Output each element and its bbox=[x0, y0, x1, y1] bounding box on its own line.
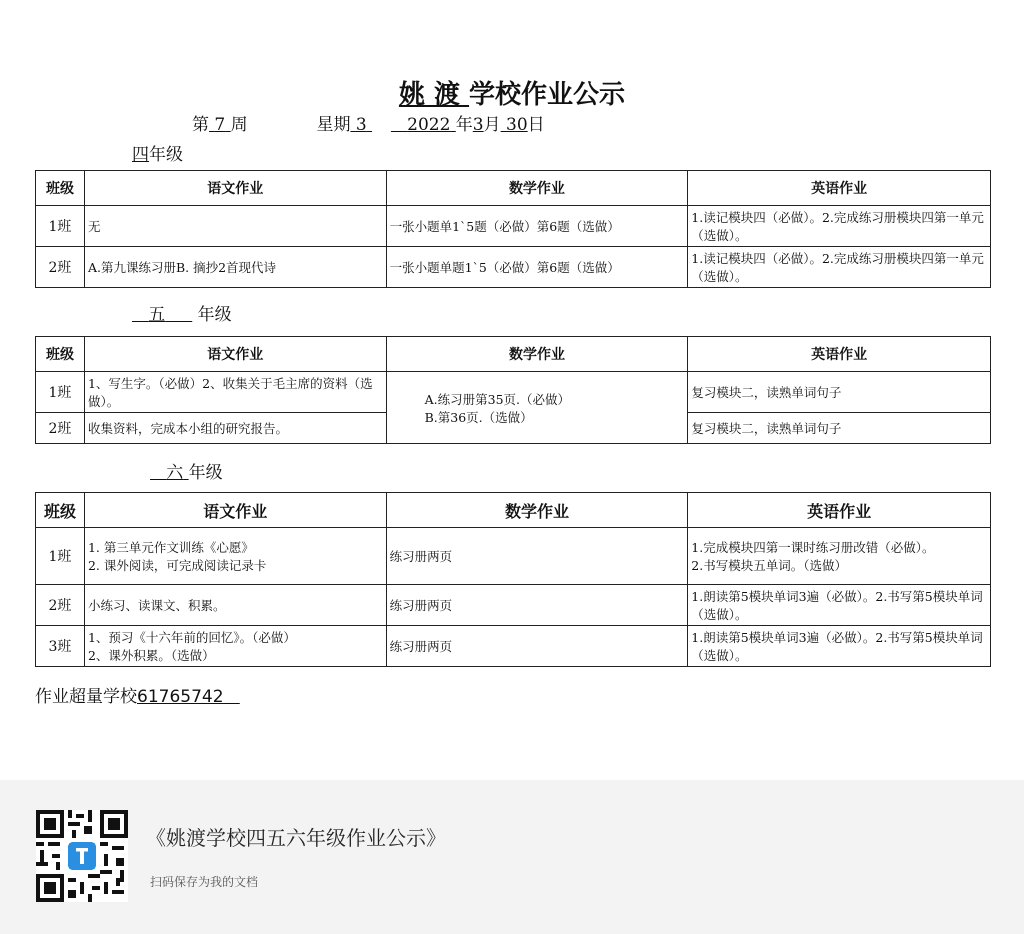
class-cell: 1班 bbox=[36, 528, 85, 585]
month-suffix: 月 bbox=[483, 115, 501, 135]
col-math: 数学作业 bbox=[386, 493, 688, 528]
english-cell: 复习模块二，读熟单词句子 bbox=[688, 413, 991, 444]
col-chinese: 语文作业 bbox=[84, 171, 386, 206]
chinese-cell: 1、写生字。（必做）2、收集关于毛主席的资料（选做）。 bbox=[84, 372, 386, 413]
date-suffix: 日 bbox=[527, 115, 545, 135]
math-cell: 练习册两页 bbox=[386, 528, 688, 585]
grade5-table bbox=[35, 336, 991, 444]
chinese-cell: A.第九课练习册B. 摘抄2首现代诗 bbox=[84, 247, 386, 288]
math-cell-shared bbox=[386, 372, 688, 444]
table-row bbox=[36, 247, 991, 288]
chinese-line: 1、预习《十六年前的回忆》。（必做） bbox=[87, 630, 296, 645]
col-chinese: 语文作业 bbox=[84, 493, 386, 528]
school-name: 姚 渡 bbox=[398, 80, 470, 110]
class-cell: 2班 bbox=[36, 585, 85, 626]
math-cell: 练习册两页 bbox=[386, 626, 688, 667]
weekday-prefix: 星期 bbox=[316, 115, 351, 135]
month-value: 3 bbox=[472, 115, 484, 135]
col-english: 英语作业 bbox=[688, 493, 991, 528]
english-cell: 1.读记模块四（必做）。2.完成练习册模块四第一单元（选做）。 bbox=[688, 206, 991, 247]
table-row bbox=[36, 372, 991, 413]
col-math: 数学作业 bbox=[386, 171, 688, 206]
chinese-cell: 小练习、读课文、积累。 bbox=[84, 585, 386, 626]
chinese-cell: 收集资料，完成本小组的研究报告。 bbox=[84, 413, 386, 444]
math-cell: 练习册两页 bbox=[386, 585, 688, 626]
table-row bbox=[36, 626, 991, 667]
year-value: 2022 bbox=[407, 115, 451, 135]
col-english: 英语作业 bbox=[688, 337, 991, 372]
english-line: 1.完成模块四第一课时练习册改错（必做）。 bbox=[691, 540, 935, 555]
class-cell: 3班 bbox=[36, 626, 85, 667]
overload-note bbox=[35, 682, 240, 707]
grade5-name: 五 bbox=[148, 305, 166, 325]
grade4-suffix: 年级 bbox=[149, 145, 183, 165]
date-line bbox=[192, 110, 545, 135]
chinese-line: 1. 第三单元作文训练《心愿》 bbox=[87, 540, 254, 555]
page-title bbox=[0, 74, 1024, 111]
class-cell: 2班 bbox=[36, 247, 85, 288]
chinese-line: 2. 课外阅读，可完成阅读记录卡 bbox=[87, 558, 267, 573]
note-label: 作业超量学校 bbox=[35, 687, 137, 707]
title-rest: 学校作业公示 bbox=[469, 80, 626, 110]
week-number: 7 bbox=[214, 115, 226, 135]
week-suffix: 周 bbox=[230, 115, 248, 135]
col-chinese: 语文作业 bbox=[84, 337, 386, 372]
date-value: 30 bbox=[506, 115, 528, 135]
english-cell: 1.读记模块四（必做）。2.完成练习册模块四第一单元（选做）。 bbox=[688, 247, 991, 288]
grade6-table bbox=[35, 492, 991, 667]
col-english: 英语作业 bbox=[688, 171, 991, 206]
note-phone: 61765742 bbox=[137, 687, 224, 707]
year-suffix: 年 bbox=[455, 115, 473, 135]
english-cell bbox=[688, 528, 991, 585]
col-class: 班级 bbox=[36, 171, 85, 206]
class-cell: 1班 bbox=[36, 372, 85, 413]
class-cell: 1班 bbox=[36, 206, 85, 247]
chinese-cell: 无 bbox=[84, 206, 386, 247]
math-line: A.练习册第35页.（必做） bbox=[424, 391, 570, 407]
english-cell: 复习模块二，读熟单词句子 bbox=[688, 372, 991, 413]
chinese-cell bbox=[84, 626, 386, 667]
footer-title[interactable]: 《姚渡学校四五六年级作业公示》 bbox=[146, 826, 446, 850]
class-cell: 2班 bbox=[36, 413, 85, 444]
grade6-name: 六 bbox=[166, 463, 184, 483]
grade5-suffix: 年级 bbox=[197, 305, 232, 325]
footer-bar bbox=[0, 780, 1024, 934]
math-line: B.第36页.（选做） bbox=[424, 409, 533, 425]
table-header-row bbox=[36, 493, 991, 528]
grade4-name: 四 bbox=[132, 145, 149, 165]
table-row bbox=[36, 585, 991, 626]
col-class: 班级 bbox=[36, 337, 85, 372]
footer-subtitle: 扫码保存为我的文档 bbox=[150, 875, 259, 889]
english-line: 2.书写模块五单词。（选做） bbox=[691, 558, 847, 573]
grade4-table bbox=[35, 170, 991, 288]
grade5-heading bbox=[132, 300, 232, 325]
qr-code-icon[interactable] bbox=[36, 810, 128, 902]
col-math: 数学作业 bbox=[386, 337, 688, 372]
chinese-line: 2、课外积累。（选做） bbox=[87, 648, 215, 663]
grade6-suffix: 年级 bbox=[188, 463, 223, 483]
table-header-row bbox=[36, 171, 991, 206]
weekday-number: 3 bbox=[355, 115, 367, 135]
english-cell: 1.朗读第5模块单词3遍（必做）。2.书写第5模块单词（选做）。 bbox=[688, 626, 991, 667]
table-row bbox=[36, 206, 991, 247]
grade4-heading bbox=[132, 140, 183, 165]
math-cell: 一张小题单1`5题（必做）第6题（选做） bbox=[386, 206, 688, 247]
chinese-cell bbox=[84, 528, 386, 585]
english-cell: 1.朗读第5模块单词3遍（必做）。2.书写第5模块单词（选做）。 bbox=[688, 585, 991, 626]
week-prefix: 第 bbox=[192, 115, 209, 135]
math-cell: 一张小题单题1`5（必做）第6题（选做） bbox=[386, 247, 688, 288]
col-class: 班级 bbox=[36, 493, 85, 528]
grade6-heading bbox=[150, 458, 223, 483]
table-header-row bbox=[36, 337, 991, 372]
table-row bbox=[36, 528, 991, 585]
